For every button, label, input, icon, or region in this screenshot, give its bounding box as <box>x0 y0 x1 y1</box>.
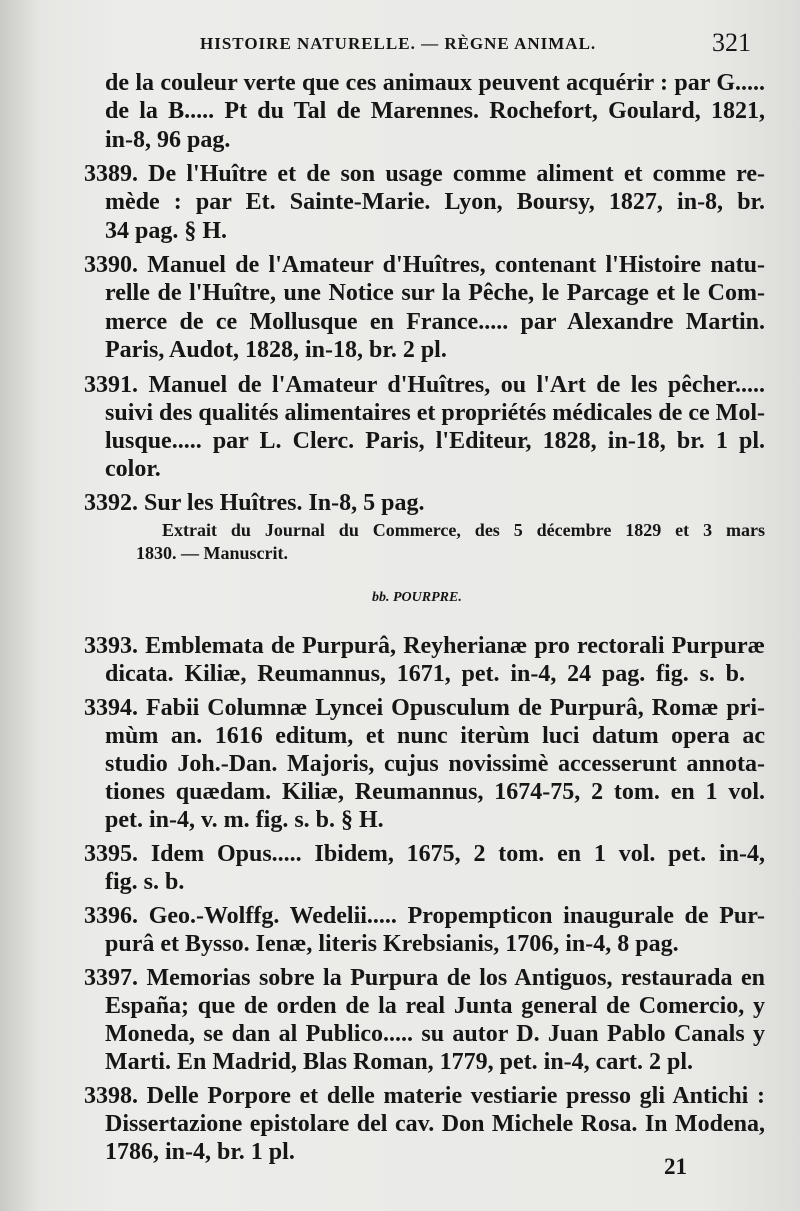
text-line: Marti. En Madrid, Blas Roman, 1779, pet. in-4, cart. 2 pl. <box>105 1049 693 1075</box>
note-line: 1830. — Manuscrit. <box>136 543 288 563</box>
text-line: Dissertazione epistolare del cav. Don Michele Rosa. In Modena, <box>105 1111 765 1137</box>
text-line: Paris, Audot, 1828, in-18, br. 2 pl. <box>105 337 447 363</box>
text-line: mùm an. 1616 editum, et nunc iterùm luci datum opera ac <box>105 723 765 749</box>
running-header: HISTOIRE NATURELLE. — RÈGNE ANIMAL. <box>200 34 597 53</box>
entry-3398: 3398. Delle Porpore et delle materie vestiarie presso gli Antichi : <box>84 1083 765 1109</box>
signature-mark: 21 <box>664 1154 687 1179</box>
text-line: 34 pag. § H. <box>105 218 228 244</box>
page-number: 321 <box>712 28 751 57</box>
text-line: España; que de orden de la real Junta general de Comercio, y <box>105 993 765 1019</box>
text-line: relle de l'Huître, une Notice sur la Pêche, le Parcage et le Com- <box>105 280 765 306</box>
text-line: 1786, in-4, br. 1 pl. <box>105 1139 295 1165</box>
entry-3396: 3396. Geo.-Wolffg. Wedelii..... Propempticon inaugurale de Pur- <box>84 903 765 929</box>
text-line: dicata. Kiliæ, Reumannus, 1671, pet. in-4, 24 pag. fig. s. b. <box>105 661 745 687</box>
entry-3397: 3397. Memorias sobre la Purpura de los Antiguos, restaurada en <box>84 965 765 991</box>
entry-3395: 3395. Idem Opus..... Ibidem, 1675, 2 tom. en 1 vol. pet. in-4, <box>84 841 765 867</box>
text-line: suivi des qualités alimentaires et propriétés médicales de ce Mol- <box>105 400 765 426</box>
entry-3392: 3392. Sur les Huîtres. In-8, 5 pag. <box>84 490 425 516</box>
text-line: pet. in-4, v. m. fig. s. b. § H. <box>105 807 384 833</box>
text-line: purâ et Bysso. Ienæ, literis Krebsianis, 1706, in-4, 8 pag. <box>105 931 679 957</box>
text-line: color. <box>105 456 161 482</box>
text-line: de la B..... Pt du Tal de Marennes. Rochefort, Goulard, 1821, <box>105 98 765 124</box>
entry-3391: 3391. Manuel de l'Amateur d'Huîtres, ou l'Art de les pêcher..... <box>84 372 765 398</box>
text-line: mède : par Et. Sainte-Marie. Lyon, Boursy, 1827, in-8, br. <box>105 189 765 215</box>
text-line: lusque..... par L. Clerc. Paris, l'Editeur, 1828, in-18, br. 1 pl. <box>105 428 765 454</box>
section-heading: bb. POURPRE. <box>372 590 462 605</box>
entry-3393: 3393. Emblemata de Purpurâ, Reyherianæ pro rectorali Purpuræ <box>84 633 765 659</box>
text-line: in-8, 96 pag. <box>105 127 231 153</box>
text-line: tiones quædam. Kiliæ, Reumannus, 1674-75, 2 tom. en 1 vol. <box>105 779 765 805</box>
note-line: Extrait du Journal du Commerce, des 5 décembre 1829 et 3 mars <box>162 520 765 540</box>
text-line: studio Joh.-Dan. Majoris, cujus novissimè accesserunt annota- <box>105 751 765 777</box>
entry-3394: 3394. Fabii Columnæ Lyncei Opusculum de Purpurâ, Romæ pri- <box>84 695 765 721</box>
entry-3389: 3389. De l'Huître et de son usage comme aliment et comme re- <box>84 161 765 187</box>
text-line: de la couleur verte que ces animaux peuvent acquérir : par G..... <box>105 70 765 96</box>
text-line: fig. s. b. <box>105 869 185 895</box>
text-line: merce de ce Mollusque en France..... par Alexandre Martin. <box>105 309 765 335</box>
text-line: Moneda, se dan al Publico..... su autor D. Juan Pablo Canals y <box>105 1021 765 1047</box>
entry-3390: 3390. Manuel de l'Amateur d'Huîtres, contenant l'Histoire natu- <box>84 252 765 278</box>
